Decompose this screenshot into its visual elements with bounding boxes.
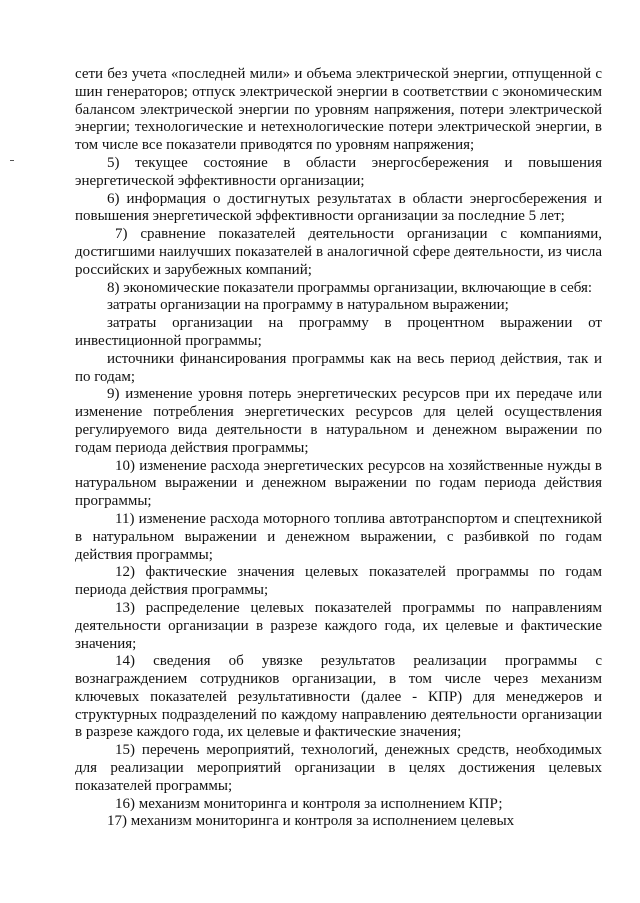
paragraph-item-5: 5) текущее состояние в области энергосбережения и повышения энергетической эффективности организации; [75, 154, 602, 189]
paragraph-item-6: 6) информация о достигнутых результатах в области энергосбережения и повышения энергетической эффективности организации за последние 5 лет; [75, 190, 602, 225]
paragraph-item-7: 7) сравнение показателей деятельности организации с компаниями, достигшими наилучших показателей в аналогичной сфере деятельности, из числа российских и зарубежных компаний; [75, 226, 602, 278]
paragraph-item-13: 13) распределение целевых показателей программы по направлениям деятельности организации в разрезе каждого года, их целевые и фактические значения; [75, 599, 602, 652]
paragraph-subitem-costs-percent: затраты организации на программу в процентном выражении от инвестиционной программы; [75, 315, 602, 349]
margin-mark [10, 160, 14, 161]
paragraph-item-9: 9) изменение уровня потерь энергетических ресурсов при их передаче или изменение потребления энергетических ресурсов для целей осуществления регулируемого вида деятельности в натуральном и денежном выражении по годам периода действия программы; [75, 386, 602, 456]
paragraph-item-15: 15) перечень мероприятий, технологий, денежных средств, необходимых для реализации мероприятий организации в целях достижения целевых показателей программы; [75, 742, 602, 794]
paragraph-continuation: сети без учета «последней мили» и объема электрической энергии, отпущенной с шин генераторов; отпуск электрической энергии в соответствии с экономическим балансом электрической энергии по уровням напряжения, потери электрической энергии; технологические и нетехнологические потери электрической энергии, в том числе все показатели приводятся по уровням напряжения; [75, 66, 602, 154]
paragraph-item-10: 10) изменение расхода энергетических ресурсов на хозяйственные нужды в натуральном выражении и денежном выражении по годам периода действия программы; [75, 457, 602, 510]
paragraph-item-12: 12) фактические значения целевых показателей программы по годам периода действия программы; [75, 564, 602, 599]
paragraph-item-11: 11) изменение расхода моторного топлива автотранспортом и спецтехникой в натуральном выражении и денежном выражении, с разбивкой по годам действия программы; [75, 510, 602, 563]
document-body [75, 66, 602, 831]
paragraph-item-14: 14) сведения об увязке результатов реализации программы с вознаграждением сотрудников организации, в том числе через механизм ключевых показателей результативности (далее - КПР) для менеджеров и структурных подразделений по каждому направлению деятельности организации в разрезе каждого года, их целевые и фактические значения; [75, 653, 602, 741]
paragraph-item-8: 8) экономические показатели программы организации, включающие в себя: [107, 279, 593, 296]
paragraph-item-17: 17) механизм мониторинга и контроля за исполнением целевых [107, 813, 515, 830]
paragraph-item-16: 16) механизм мониторинга и контроля за исполнением КПР; [115, 795, 503, 812]
paragraph-subitem-costs-natural: затраты организации на программу в натуральном выражении; [107, 297, 509, 314]
paragraph-subitem-funding-sources: источники финансирования программы как на весь период действия, так и по годам; [75, 350, 602, 385]
